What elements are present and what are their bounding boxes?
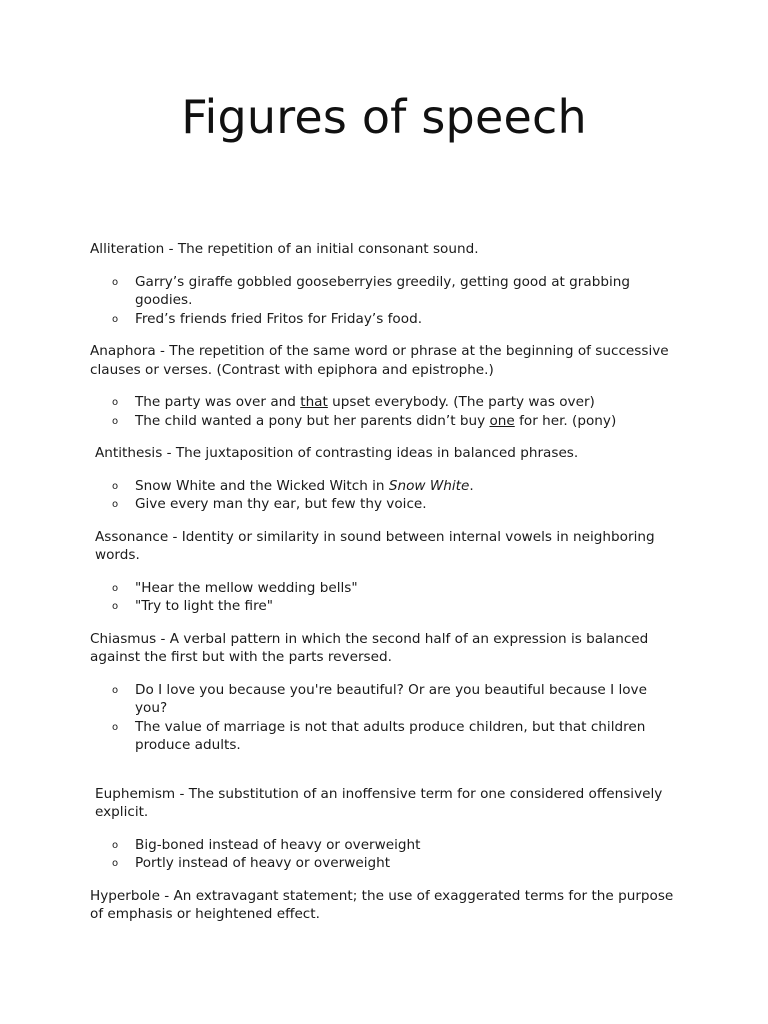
list-item: o Give every man thy ear, but few thy voice. — [135, 495, 680, 514]
list-item: o Big-boned instead of heavy or overweight — [135, 836, 680, 855]
bullet-icon: o — [112, 313, 119, 325]
bullet-icon: o — [112, 397, 119, 408]
bullet-icon: o — [112, 839, 119, 851]
definition-chiasmus: Chiasmus - A verbal pattern in which the second half of an expression is balanced against the first but with the parts reversed. — [90, 630, 649, 665]
underlined-word: one — [489, 412, 515, 429]
bullet-icon: o — [112, 415, 119, 427]
document-body — [90, 240, 680, 924]
bullet-icon: o — [112, 582, 119, 594]
bullet-icon: o — [112, 601, 119, 612]
list-item: o Fred’s friends fried Fritos for Friday’s food. — [135, 310, 680, 329]
examples-assonance — [90, 579, 680, 616]
examples-antithesis — [90, 477, 680, 514]
examples-euphemism — [90, 836, 680, 873]
list-item: o The party was over and that upset everybody. (The party was over) — [135, 393, 680, 412]
definition-assonance: Assonance - Identity or similarity in sound between internal vowels in neighboring words. — [95, 528, 655, 563]
list-item: o The value of marriage is not that adults produce children, but that children produce adults. — [112, 718, 646, 753]
bullet-icon: o — [112, 499, 119, 510]
page-title: Figures of speech — [181, 90, 587, 144]
list-item: o Portly instead of heavy or overweight — [135, 854, 680, 873]
examples-alliteration — [90, 273, 680, 329]
list-item: o Snow White and the Wicked Witch in Snow White. — [135, 477, 680, 496]
examples-chiasmus — [90, 681, 680, 755]
underlined-word: that — [300, 394, 328, 410]
bullet-icon: o — [112, 721, 119, 733]
bullet-icon: o — [112, 684, 119, 696]
examples-anaphora — [90, 393, 680, 430]
list-item: o Do I love you because you're beautiful? Or are you beautiful because I love you? — [112, 681, 647, 716]
list-item: o The child wanted a pony but her parents didn’t buy one for her. (pony) — [135, 412, 680, 431]
list-item: o "Try to light the fire" — [135, 597, 680, 616]
bullet-icon: o — [112, 480, 119, 492]
definition-euphemism: Euphemism - The substitution of an inoffensive term for one considered offensively explicit. — [95, 785, 663, 820]
bullet-icon: o — [112, 276, 119, 288]
bullet-icon: o — [112, 858, 119, 869]
definition-anaphora: Anaphora - The repetition of the same word or phrase at the beginning of successive clauses or verses. (Contrast with epiphora and epistrophe.) — [90, 343, 669, 378]
definition-antithesis: Antithesis - The juxtaposition of contrasting ideas in balanced phrases. — [95, 445, 579, 461]
italic-title: Snow White — [388, 477, 470, 494]
list-item: o Garry’s giraffe gobbled gooseberryies greedily, getting good at grabbing goodies. — [112, 273, 630, 308]
definition-alliteration: Alliteration - The repetition of an initial consonant sound. — [90, 241, 479, 257]
definition-hyperbole: Hyperbole - An extravagant statement; the use of exaggerated terms for the purpose of emphasis or heightened effect. — [90, 887, 674, 922]
list-item: o "Hear the mellow wedding bells" — [135, 579, 680, 598]
